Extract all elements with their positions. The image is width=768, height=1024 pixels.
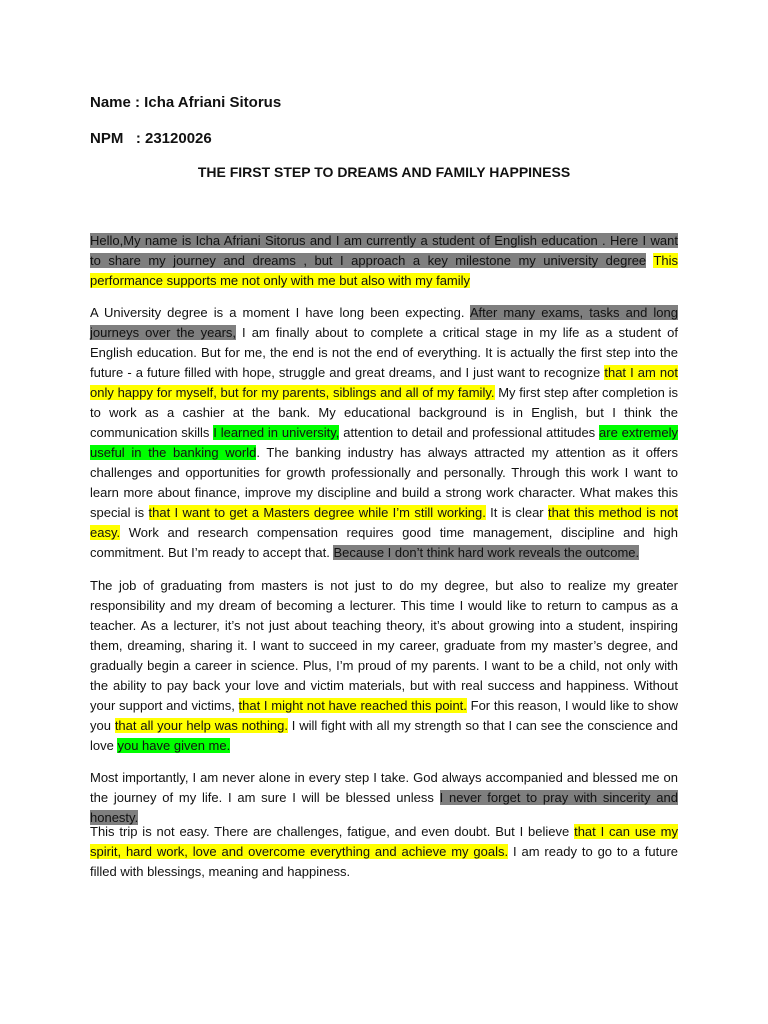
highlight-gray: Because I don’t think hard work reveals the outcome.	[333, 545, 640, 560]
text-run: I am ready to go to a future filled with blessings, meaning and happiness.	[90, 844, 678, 879]
text-run: I am finally about to complete a critical stage in my life as a student of English education. But for me, the end is not the end of everything. It is actually the first step into the future - a future filled with hope, struggle and great dreams, and I just want to recognize	[90, 325, 679, 380]
text-run: I will fight with all my strength so that I can see the conscience and love	[90, 718, 679, 753]
highlight-yellow: that I might not have reached this point.	[238, 698, 467, 713]
highlight-green: I learned in university,	[213, 425, 340, 440]
paragraph-never-alone	[90, 768, 678, 828]
text-run: It is clear	[485, 505, 548, 520]
paragraph-intro	[90, 231, 678, 291]
paragraph-university-degree	[90, 303, 678, 563]
highlight-green: are extremely useful in the banking world	[90, 425, 678, 460]
highlight-yellow: that all your help was nothing.	[114, 718, 288, 733]
highlight-yellow: that I am not only happy for myself, but for my parents, siblings and all of my family.	[90, 365, 678, 400]
text-run: This trip is not easy. There are challenges, fatigue, and even doubt. But I believe	[90, 824, 575, 839]
highlight-yellow: This performance supports me not only with me but also with my family	[90, 253, 678, 288]
highlight-yellow: that I can use my spirit, hard work, love and overcome everything and achieve my goals.	[90, 824, 678, 859]
text-run: attention to detail and professional attitudes	[339, 425, 600, 440]
text-run: Work and research compensation requires good time management, discipline and high commitment. But I’m ready to accept that.	[90, 525, 678, 560]
highlight-yellow: that this method is not easy.	[90, 505, 678, 540]
paragraph-masters-lecturer	[90, 576, 678, 756]
student-name: Name : Icha Afriani Sitorus	[90, 94, 282, 111]
paragraph-conclusion	[90, 822, 678, 882]
text-run: For this reason, I would like to show you	[90, 698, 678, 733]
student-npm: NPM : 23120026	[90, 130, 212, 147]
highlight-yellow: that I want to get a Masters degree while I’m still working.	[148, 505, 486, 520]
highlight-gray: I never forget to pray with sincerity and honesty.	[90, 790, 678, 825]
text-run: The job of graduating from masters is not just to do my degree, but also to realize my greater responsibility and my dream of becoming a lecturer. This time I would like to return to campus as a teacher. As a lecturer, it’s not just about teaching theory, it’s about growing into a student, inspiring them, dreaming, sharing it. I want to succeed in my career, graduate from my master’s degree, and gradually begin a career in science. Plus, I’m proud of my parents. I want to be a child, not only with the ability to pay back your love and victim materials, but with real success and happiness. Without your support and victims,	[90, 578, 678, 713]
highlight-gray: Hello,My name is Icha Afriani Sitorus and I am currently a student of English education . Here I want to share my journey and dreams , but I approach a key milestone my university degree	[90, 233, 678, 268]
highlight-green: you have given me.	[117, 738, 231, 753]
text-run: A University degree is a moment I have long been expecting.	[90, 305, 470, 320]
highlight-gray: After many exams, tasks and long journeys over the years,	[90, 305, 678, 340]
essay-title: THE FIRST STEP TO DREAMS AND FAMILY HAPPINESS	[197, 164, 571, 180]
text-run: . The banking industry has always attracted my attention as it offers challenges and opportunities for growth professionally and personally. Through this work I want to learn more about finance, improve my discipline and build a strong work character. What makes this special is	[90, 445, 678, 520]
text-run: My first step after completion is to work as a cashier at the bank. My educational background is in English, but I think the communication skills	[90, 385, 679, 440]
text-run: Most importantly, I am never alone in every step I take. God always accompanied and blessed me on the journey of my life. I am sure I will be blessed unless	[90, 770, 678, 805]
